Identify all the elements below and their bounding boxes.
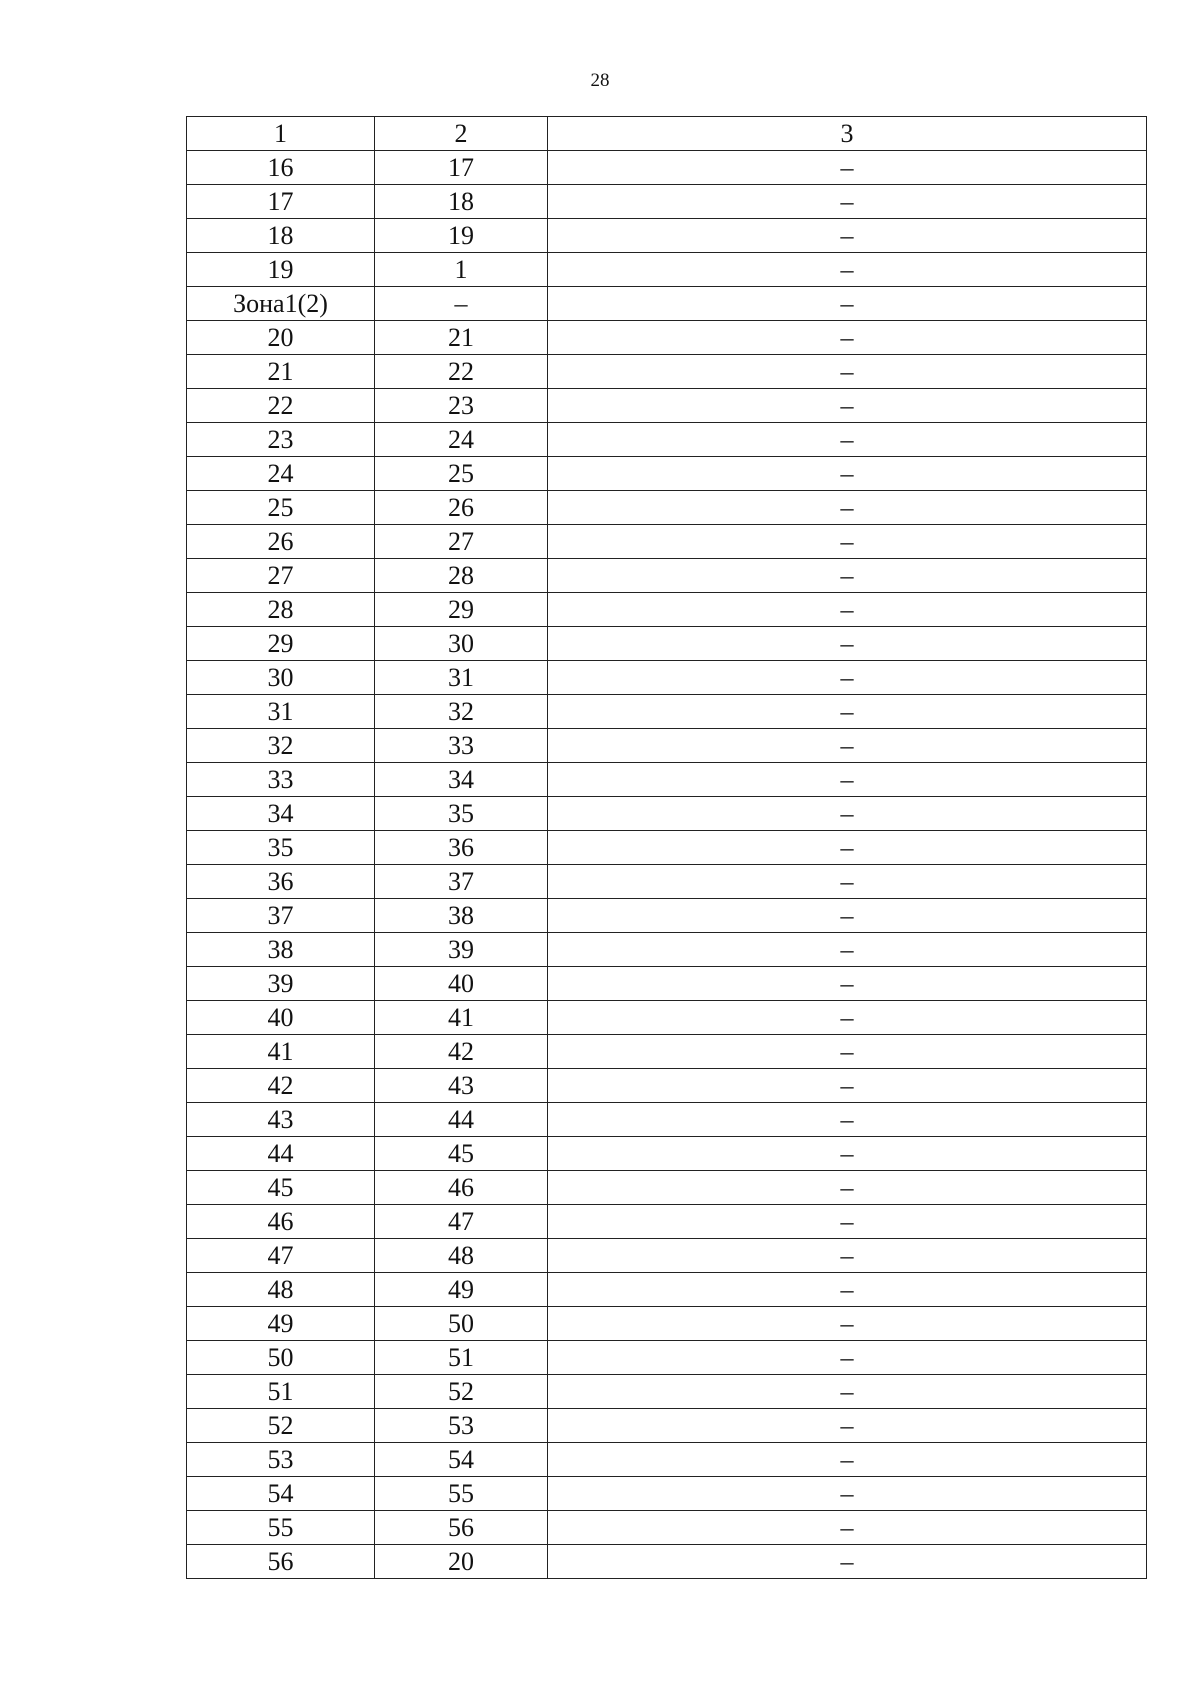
table-row [187, 151, 1147, 185]
table-row [187, 1273, 1147, 1307]
table-cell-col-2: 37 [375, 865, 548, 899]
table-cell-col-2: 43 [375, 1069, 548, 1103]
table-cell-col-3: – [548, 1137, 1147, 1171]
table-cell-col-1: 49 [187, 1307, 375, 1341]
table-cell-col-1: 50 [187, 1341, 375, 1375]
table-cell-col-1: 23 [187, 423, 375, 457]
table-cell-col-1: 53 [187, 1443, 375, 1477]
table-cell-col-3: – [548, 559, 1147, 593]
table-row [187, 185, 1147, 219]
table-cell-col-3: – [548, 1375, 1147, 1409]
table-cell-col-1: 22 [187, 389, 375, 423]
table-cell-col-2: 50 [375, 1307, 548, 1341]
table-cell-col-3: – [548, 933, 1147, 967]
table-cell-col-2: 38 [375, 899, 548, 933]
table-cell-col-3: – [548, 661, 1147, 695]
table-row [187, 1511, 1147, 1545]
table-cell-col-2: 27 [375, 525, 548, 559]
table-cell-col-3: – [548, 1477, 1147, 1511]
table-cell-col-1: 20 [187, 321, 375, 355]
table-row [187, 1035, 1147, 1069]
table-row [187, 967, 1147, 1001]
table-row [187, 627, 1147, 661]
table-cell-col-2: 49 [375, 1273, 548, 1307]
table-cell-col-3: – [548, 525, 1147, 559]
table-cell-col-1: 27 [187, 559, 375, 593]
table-row [187, 899, 1147, 933]
table-cell-col-1: 47 [187, 1239, 375, 1273]
table-cell-col-2: 34 [375, 763, 548, 797]
table-cell-col-3: – [548, 1205, 1147, 1239]
table-cell-col-1: 48 [187, 1273, 375, 1307]
table-cell-col-3: – [548, 1035, 1147, 1069]
table-cell-col-1: 16 [187, 151, 375, 185]
table-cell-col-2: 31 [375, 661, 548, 695]
table-row [187, 831, 1147, 865]
table-cell-col-2: 45 [375, 1137, 548, 1171]
table-cell-col-1: 52 [187, 1409, 375, 1443]
table-cell-col-3: – [548, 287, 1147, 321]
table-cell-col-1: 56 [187, 1545, 375, 1579]
table-cell-col-2: 18 [375, 185, 548, 219]
table-row [187, 1171, 1147, 1205]
table-cell-col-1: 28 [187, 593, 375, 627]
table-cell-col-3: – [548, 151, 1147, 185]
table-cell-col-1: 46 [187, 1205, 375, 1239]
table-cell-col-1: 44 [187, 1137, 375, 1171]
table-cell-col-2: 26 [375, 491, 548, 525]
table-cell-col-2: 17 [375, 151, 548, 185]
table-cell-col-3: – [548, 967, 1147, 1001]
table-cell-col-3: – [548, 1103, 1147, 1137]
table-row [187, 559, 1147, 593]
table-cell-col-1: 54 [187, 1477, 375, 1511]
table-row [187, 1341, 1147, 1375]
table-row [187, 865, 1147, 899]
table-body [187, 117, 1147, 1579]
table-cell-col-1: Зона1(2) [187, 287, 375, 321]
table-cell-col-2: 30 [375, 627, 548, 661]
table-row [187, 253, 1147, 287]
table-row [187, 1001, 1147, 1035]
table-cell-col-2: 48 [375, 1239, 548, 1273]
table-cell-col-1: 40 [187, 1001, 375, 1035]
table-cell-col-3: – [548, 253, 1147, 287]
table-cell-col-1: 25 [187, 491, 375, 525]
table-cell-col-2: 23 [375, 389, 548, 423]
table-cell-col-2: – [375, 287, 548, 321]
table-cell-col-1: 34 [187, 797, 375, 831]
table-row [187, 525, 1147, 559]
page-number: 28 [590, 70, 610, 91]
table-cell-col-3: – [548, 593, 1147, 627]
table-cell-col-3: – [548, 1239, 1147, 1273]
table-cell-col-2: 35 [375, 797, 548, 831]
table-cell-col-3: – [548, 185, 1147, 219]
table-cell-col-1: 29 [187, 627, 375, 661]
table-row [187, 355, 1147, 389]
table-cell-col-1: 41 [187, 1035, 375, 1069]
data-table [186, 116, 1147, 1579]
table-cell-col-2: 55 [375, 1477, 548, 1511]
table-cell-col-1: 31 [187, 695, 375, 729]
table-cell-col-3: – [548, 1273, 1147, 1307]
table-cell-col-2: 39 [375, 933, 548, 967]
header-cell-2: 2 [375, 117, 548, 151]
table-cell-col-2: 46 [375, 1171, 548, 1205]
table-cell-col-1: 32 [187, 729, 375, 763]
table-cell-col-3: – [548, 763, 1147, 797]
table-cell-col-2: 40 [375, 967, 548, 1001]
table-row [187, 491, 1147, 525]
table-cell-col-3: – [548, 389, 1147, 423]
table-cell-col-1: 24 [187, 457, 375, 491]
table-row [187, 797, 1147, 831]
table-row [187, 695, 1147, 729]
table-row [187, 219, 1147, 253]
table-cell-col-2: 52 [375, 1375, 548, 1409]
table-cell-col-2: 53 [375, 1409, 548, 1443]
table-row [187, 933, 1147, 967]
table-row [187, 661, 1147, 695]
table-cell-col-1: 18 [187, 219, 375, 253]
table-row [187, 1443, 1147, 1477]
table-cell-col-2: 22 [375, 355, 548, 389]
table-row [187, 1477, 1147, 1511]
table-row [187, 1103, 1147, 1137]
table-cell-col-2: 36 [375, 831, 548, 865]
table-cell-col-3: – [548, 865, 1147, 899]
table-cell-col-3: – [548, 423, 1147, 457]
table-row [187, 457, 1147, 491]
table-cell-col-3: – [548, 1545, 1147, 1579]
table-cell-col-1: 43 [187, 1103, 375, 1137]
table-row [187, 1239, 1147, 1273]
table-row [187, 321, 1147, 355]
table-cell-col-1: 35 [187, 831, 375, 865]
table-cell-col-2: 51 [375, 1341, 548, 1375]
table-cell-col-3: – [548, 491, 1147, 525]
table-cell-col-1: 17 [187, 185, 375, 219]
table-cell-col-2: 54 [375, 1443, 548, 1477]
table-row [187, 389, 1147, 423]
table-cell-col-2: 41 [375, 1001, 548, 1035]
table-cell-col-2: 20 [375, 1545, 548, 1579]
table-row [187, 1409, 1147, 1443]
table-row [187, 763, 1147, 797]
table-cell-col-3: – [548, 1307, 1147, 1341]
table-cell-col-3: – [548, 1409, 1147, 1443]
header-cell-1: 1 [187, 117, 375, 151]
table-cell-col-1: 26 [187, 525, 375, 559]
table-cell-col-1: 33 [187, 763, 375, 797]
table-cell-col-3: – [548, 831, 1147, 865]
table-cell-col-3: – [548, 899, 1147, 933]
table-cell-col-2: 44 [375, 1103, 548, 1137]
table-row [187, 593, 1147, 627]
table-cell-col-3: – [548, 355, 1147, 389]
table-cell-col-1: 37 [187, 899, 375, 933]
table-cell-col-1: 36 [187, 865, 375, 899]
table-cell-col-2: 1 [375, 253, 548, 287]
table-cell-col-1: 45 [187, 1171, 375, 1205]
table-header-row [187, 117, 1147, 151]
table-cell-col-3: – [548, 627, 1147, 661]
table-cell-col-1: 42 [187, 1069, 375, 1103]
table-cell-col-1: 55 [187, 1511, 375, 1545]
table-cell-col-3: – [548, 1171, 1147, 1205]
table-cell-col-2: 32 [375, 695, 548, 729]
table-cell-col-1: 21 [187, 355, 375, 389]
table-row [187, 1205, 1147, 1239]
table-row [187, 1545, 1147, 1579]
table-cell-col-1: 38 [187, 933, 375, 967]
table-cell-col-2: 28 [375, 559, 548, 593]
table-row [187, 1375, 1147, 1409]
table-cell-col-2: 29 [375, 593, 548, 627]
table-cell-col-3: – [548, 321, 1147, 355]
table-cell-col-3: – [548, 1511, 1147, 1545]
table-cell-col-3: – [548, 1001, 1147, 1035]
table-cell-col-1: 30 [187, 661, 375, 695]
table-row [187, 1069, 1147, 1103]
table-cell-col-2: 33 [375, 729, 548, 763]
table-cell-col-1: 51 [187, 1375, 375, 1409]
table-row [187, 729, 1147, 763]
table-row [187, 287, 1147, 321]
table-cell-col-3: – [548, 457, 1147, 491]
table-cell-col-2: 56 [375, 1511, 548, 1545]
table-cell-col-1: 19 [187, 253, 375, 287]
table-cell-col-3: – [548, 797, 1147, 831]
table-cell-col-2: 47 [375, 1205, 548, 1239]
table-row [187, 1307, 1147, 1341]
table-cell-col-3: – [548, 695, 1147, 729]
table-cell-col-1: 39 [187, 967, 375, 1001]
table-cell-col-2: 19 [375, 219, 548, 253]
table-cell-col-2: 21 [375, 321, 548, 355]
table-cell-col-2: 25 [375, 457, 548, 491]
table-cell-col-2: 24 [375, 423, 548, 457]
header-cell-3: 3 [548, 117, 1147, 151]
table-row [187, 423, 1147, 457]
table-cell-col-3: – [548, 1341, 1147, 1375]
table-cell-col-3: – [548, 1443, 1147, 1477]
table-cell-col-2: 42 [375, 1035, 548, 1069]
table-row [187, 1137, 1147, 1171]
table-cell-col-3: – [548, 219, 1147, 253]
table-cell-col-3: – [548, 1069, 1147, 1103]
table-cell-col-3: – [548, 729, 1147, 763]
